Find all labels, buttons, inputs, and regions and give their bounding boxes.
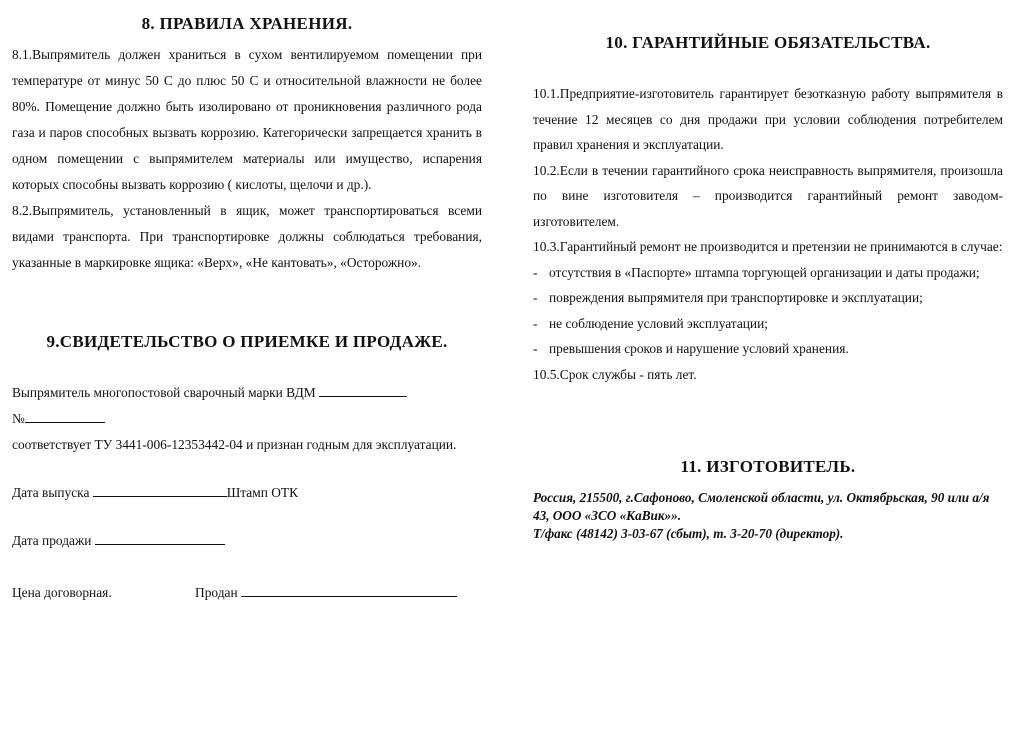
- list-item: - повреждения выпрямителя при транспортировке и эксплуатации;: [533, 285, 1003, 311]
- section-8-body: [12, 42, 482, 276]
- manufacturer-phone: Т/факс (48142) 3-03-67 (сбыт), т. 3-20-70 (директор).: [533, 526, 844, 541]
- list-item: - отсутствия в «Паспорте» штампа торгующей организации и даты продажи;: [533, 260, 1003, 286]
- section-10-body: [533, 81, 1003, 387]
- sale-date-blank[interactable]: [95, 530, 225, 545]
- serial-number-blank[interactable]: [25, 408, 105, 423]
- dash-bullet: -: [533, 315, 538, 331]
- dash-bullet: -: [533, 290, 538, 305]
- release-date-label: Дата выпуска: [12, 485, 90, 500]
- release-date-blank[interactable]: [93, 482, 227, 497]
- dash-bullet: -: [533, 264, 538, 280]
- acceptance-text-1: Выпрямитель многопостовой сварочный марки ВДМ: [12, 385, 316, 400]
- paragraph-10-3: 10.3.Гарантийный ремонт не производится и претензии не принимаются в случае:: [533, 239, 1003, 254]
- price-label: Цена договорная.: [12, 585, 112, 600]
- paragraph-10-2: 10.2.Если в течении гарантийного срока неисправность выпрямителя, произошла по вине изготовителя – производится гарантийный ремонт заводом-изготовителем.: [533, 162, 1003, 229]
- section-9-body: [12, 380, 482, 606]
- sold-label: Продан: [195, 585, 238, 600]
- list-item: - превышения сроков и нарушение условий хранения.: [533, 336, 1003, 362]
- sold-blank[interactable]: [241, 582, 457, 597]
- stamp-label: Штамп ОТК: [226, 485, 299, 500]
- paragraph-10-1: 10.1.Предприятие-изготовитель гарантирует безотказную работу выпрямителя в течение 12 месяцев со дня продажи при условии соблюдения потребителем правил хранения и эксплуатации.: [533, 86, 1003, 152]
- model-blank[interactable]: [319, 382, 407, 397]
- dash-bullet: -: [533, 341, 538, 356]
- paragraph-10-5: 10.5.Срок службы - пять лет.: [533, 366, 697, 382]
- acceptance-line-3: соответствует ТУ 3441-006-12353442-04 и признан годным для эксплуатации.: [12, 437, 457, 452]
- manufacturer-info: [533, 489, 1003, 543]
- left-column: [12, 0, 482, 606]
- release-date-row: [12, 480, 482, 506]
- acceptance-line-1: [12, 380, 482, 406]
- number-label: №: [12, 411, 25, 426]
- paragraph-8-1: 8.1.Выпрямитель должен храниться в сухом вентилируемом помещении при температуре от минус 50 С до плюс 50 С и относительной влажности не более 80%. Помещение должно быть изолировано от проникновения различного рода газа и паров способных вызвать коррозию. Категорически запрещается хранить в одном помещении с выпрямителем материалы или имущество, испарения которых способны вызвать коррозию ( кислоты, щелочи и др.).: [12, 47, 482, 192]
- section-8-title: 8. ПРАВИЛА ХРАНЕНИЯ.: [141, 14, 353, 33]
- section-9-title: 9.СВИДЕТЕЛЬСТВО О ПРИЕМКЕ И ПРОДАЖЕ.: [46, 332, 448, 351]
- price-row: [12, 580, 482, 606]
- manufacturer-address: Россия, 215500, г.Сафоново, Смоленской области, ул. Октябрьская, 90 или а/я 43, ООО «ЗСО «КаВик»».: [533, 490, 990, 523]
- section-11-title: 11. ИЗГОТОВИТЕЛЬ.: [680, 457, 856, 476]
- acceptance-line-2: [12, 406, 482, 432]
- sale-date-label: Дата продажи: [12, 533, 92, 548]
- paragraph-8-2: 8.2.Выпрямитель, установленный в ящик, может транспортироваться всеми видами транспорта. При транспортировке должны соблюдаться требования, указанные в маркировке ящика: «Верх», «Не кантовать», «Осторожно».: [12, 203, 482, 270]
- list-item: - не соблюдение условий эксплуатации;: [533, 311, 1003, 337]
- right-column: [533, 0, 1003, 543]
- sale-date-row: [12, 528, 482, 554]
- section-10-title: 10. ГАРАНТИЙНЫЕ ОБЯЗАТЕЛЬСТВА.: [605, 33, 931, 52]
- warranty-exclusions-list: [533, 260, 1003, 362]
